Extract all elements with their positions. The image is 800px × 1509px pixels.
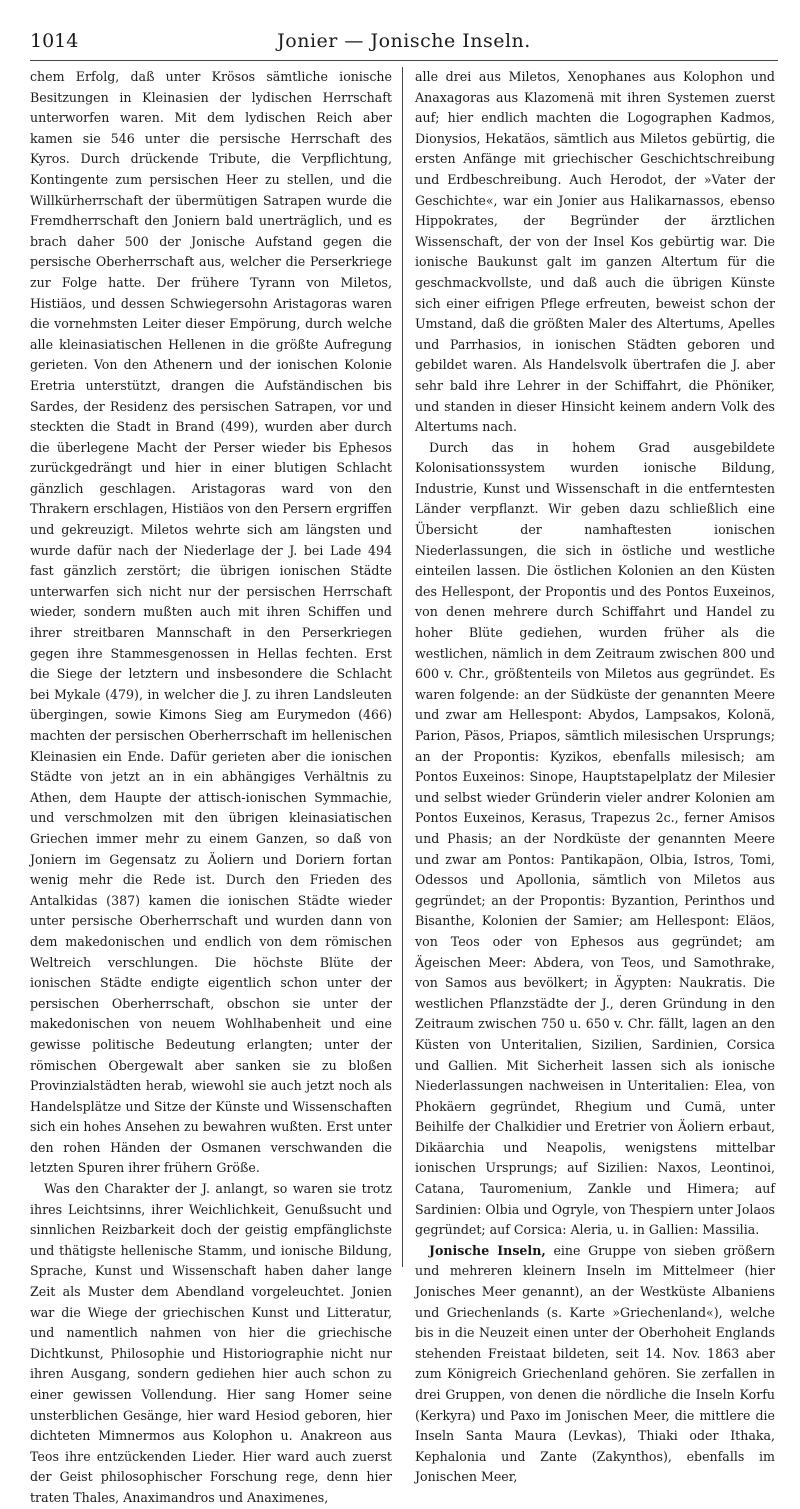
entry-paragraph: [415, 1241, 775, 1488]
entry-text: eine Gruppe von sieben größern und mehreren kleinern Inseln im Mittelmeer (hier Jonisches Meer genannt), an der Westküste Albaniens und Griechenlands (s. Karte »Griechenland«), welche bis in die Neuzeit einen unter der Oberhoheit Englands stehenden Freistaat bildeten, seit 14. Nov. 1863 aber zum Königreich Griechenland gehören. Sie zerfallen in drei Gruppen, von denen die nördliche die Inseln Korfu (Kerkyra) und Paxo im Jonischen Meer, die mittlere die Inseln Santa Maura (Levkas), Thiaki oder Ithaka, Kephalonia und Zante (Zakynthos), ebenfalls im Jonischen Meer,: [415, 1242, 775, 1485]
paragraph: Durch das in hohem Grad ausgebildete Kolonisationssystem wurden ionische Bildung, Industrie, Kunst und Wissenschaft in die entferntesten Länder verpflanzt. Wir geben dazu schließlich eine Übersicht der namhaftesten ionischen Niederlassungen, die sich in östliche und westliche einteilen lassen. Die östlichen Kolonien an den Küsten des Hellespont, der Propontis und des Pontos Euxeinos, von denen mehrere durch Schiffahrt und Handel zu hoher Blüte gediehen, wurden früher als die westlichen, nämlich in dem Zeitraum zwischen 800 und 600 v. Chr., größtenteils von Miletos aus gegründet. Es waren folgende: an der Südküste der genannten Meere und zwar am Hellespont: Abydos, Lampsakos, Kolonä, Parion, Päsos, Priapos, sämtlich milesischen Ursprungs; an der Propontis: Kyzikos, ebenfalls milesisch; am Pontos Euxeinos: Sinope, Hauptstapelplatz der Milesier und selbst wieder Gründerin vieler andrer Kolonien am Pontos Euxeinos, Kerasus, Trapezus 2c., ferner Amisos und Phasis; an der Nordküste der genannten Meere und zwar am Pontos: Pantikapäon, Olbia, Istros, Tomi, Odessos und Apollonia, sämtlich von Miletos aus gegründet; an der Propontis: Byzantion, Perinthos und Bisanthe, Kolonien der Samier; am Hellespont: Eläos, von Teos oder von Ephesos aus gegründet; am Ägeischen Meer: Abdera, von Teos, und Samothrake, von Samos aus bevölkert; in Ägypten: Naukratis. Die westlichen Pflanzstädte der J., deren Gründung in den Zeitraum zwischen 750 u. 650 v. Chr. fällt, lagen an den Küsten von Unteritalien, Sizilien, Sardinien, Corsica und Gallien. Mit Sicherheit lassen sich als ionische Niederlassungen nachweisen in Unteritalien: Elea, von Phokäern gegründet, Rhegium und Cumä, unter Beihilfe der Chalkidier und Eretrier von Äoliern erbaut, Dikäarchia und Neapolis, wenigstens mittelbar ionischen Ursprungs; auf Sizilien: Naxos, Leontinoi, Catana, Tauromenium, Zankle und Himera; auf Sardinien: Olbia und Ogryle, von Thespiern unter Jolaos gegründet; auf Corsica: Aleria, u. in Gallien: Massilia.: [415, 439, 775, 1238]
text-columns: [30, 67, 778, 1505]
entry-headword: Jonische Inseln,: [429, 1242, 546, 1258]
running-title: Jonier — Jonische Inseln.: [277, 30, 531, 52]
right-column: [407, 67, 775, 1485]
left-column: [30, 67, 398, 1505]
page-number: 1014: [30, 30, 79, 52]
paragraph: chem Erfolg, daß unter Krösos sämtliche ionische Besitzungen in Kleinasien der lydischen Herrschaft unterworfen waren. Mit dem lydischen Reich aber kamen sie 546 unter die persische Herrschaft des Kyros. Durch drückende Tribute, die Verpflichtung, Kontingente zum persischen Heer zu stellen, und die Willkürherrschaft der übermütigen Satrapen wurde die Fremdherrschaft den Joniern bald unerträglich, und es brach daher 500 der Jonische Aufstand gegen die persische Oberherrschaft aus, welcher die Perserkriege zur Folge hatte. Der frühere Tyrann von Miletos, Histiäos, und dessen Schwiegersohn Aristagoras waren die vornehmsten Leiter dieser Empörung, durch welche alle kleinasiatischen Hellenen in die größte Aufregung gerieten. Von den Athenern und der ionischen Kolonie Eretria unterstützt, drangen die Aufständischen bis Sardes, der Residenz des persischen Satrapen, vor und steckten die Stadt in Brand (499), wurden aber durch die überlegene Macht der Perser wieder bis Ephesos zurückgedrängt und hier in einer blutigen Schlacht gänzlich geschlagen. Aristagoras ward von den Thrakern erschlagen, Histiäos von den Persern ergriffen und gekreuzigt. Miletos wehrte sich am längsten und wurde dafür nach der Niederlage der J. bei Lade 494 fast gänzlich zerstört; die übrigen ionischen Städte unterwarfen sich nicht nur der persischen Herrschaft wieder, sondern mußten auch mit ihren Schiffen und ihrer streitbaren Mannschaft in den Perserkriegen gegen ihre Stammesgenossen in Hellas fechten. Erst die Siege der letztern und insbesondere die Schlacht bei Mykale (479), in welcher die J. zu ihren Landsleuten übergingen, sowie Kimons Sieg am Eurymedon (466) machten der persischen Oberherrschaft im hellenischen Kleinasien ein Ende. Dafür gerieten aber die ionischen Städte von jetzt an in ein abhängiges Verhältnis zu Athen, dem Haupte der attisch-ionischen Symmachie, und verschmolzen mit den übrigen kleinasiatischen Griechen immer mehr zu einem Ganzen, so daß von Joniern im Gegensatz zu Äoliern und Doriern fortan wenig mehr die Rede ist. Durch den Frieden des Antalkidas (387) kamen die ionischen Städte wieder unter persische Oberherrschaft und wurden dann von dem makedonischen und endlich von dem römischen Weltreich verschlungen. Die höchste Blüte der ionischen Städte endigte eigentlich schon unter der persischen Oberherrschaft, obschon sie unter der makedonischen von neuem Wohlhabenheit und eine gewisse politische Bedeutung erlangten; unter der römischen Obergewalt aber sanken sie zu bloßen Provinzialstädten herab, wiewohl sie auch jetzt noch als Handelsplätze und Sitze der Künste und Wissenschaften sich ein hohes Ansehen zu bewahren wußten. Erst unter den rohen Händen der Osmanen verschwanden die letzten Spuren ihrer frühern Größe.: [30, 69, 392, 1176]
paragraph: Was den Charakter der J. anlangt, so waren sie trotz ihres Leichtsinns, ihrer Weichlichkeit, Genußsucht und sinnlichen Reizbarkeit doch der geistig empfänglichste und thätigste hellenische Stamm, und ionische Bildung, Sprache, Kunst und Wissenschaft haben daher lange Zeit als Muster dem Abendland vorgeleuchtet. Jonien war die Wiege der griechischen Kunst und Litteratur, und namentlich nahmen von hier die griechische Dichtkunst, Philosophie und Historiographie nicht nur ihren Ausgang, sondern gediehen hier auch schon zu einer gewissen Vollendung. Hier sang Homer seine unsterblichen Gesänge, hier ward Hesiod geboren, hier dichteten Mimnermos aus Kolophon u. Anakreon aus Teos ihre entzückenden Lieder. Hier ward auch zuerst der Geist philosophischer Forschung rege, denn hier traten Thales, Anaximandros und Anaximenes,: [30, 1181, 392, 1505]
page-header: [30, 28, 778, 61]
column-divider: [402, 67, 403, 1267]
paragraph: alle drei aus Miletos, Xenophanes aus Kolophon und Anaxagoras aus Klazomenä mit ihren Systemen zuerst auf; hier endlich machten die Logographen Kadmos, Dionysios, Hekatäos, sämtlich aus Miletos gebürtig, die ersten Anfänge mit griechischer Geschichtschreibung und Erdbeschreibung. Auch Herodot, der »Vater der Geschichte«, war ein Jonier aus Halikarnassos, ebenso Hippokrates, der Begründer der ärztlichen Wissenschaft, der von der Insel Kos gebürtig war. Die ionische Baukunst galt im ganzen Altertum für die geschmackvollste, und daß auch die übrigen Künste sich einer eifrigen Pflege erfreuten, beweist schon der Umstand, daß die größten Maler des Altertums, Apelles und Parrhasios, in ionischen Städten geboren und gebildet waren. Als Handelsvolk übertrafen die J. aber sehr bald ihre Lehrer in der Schiffahrt, die Phöniker, und standen in dieser Hinsicht keinem andern Volk des Altertums nach.: [415, 69, 775, 435]
